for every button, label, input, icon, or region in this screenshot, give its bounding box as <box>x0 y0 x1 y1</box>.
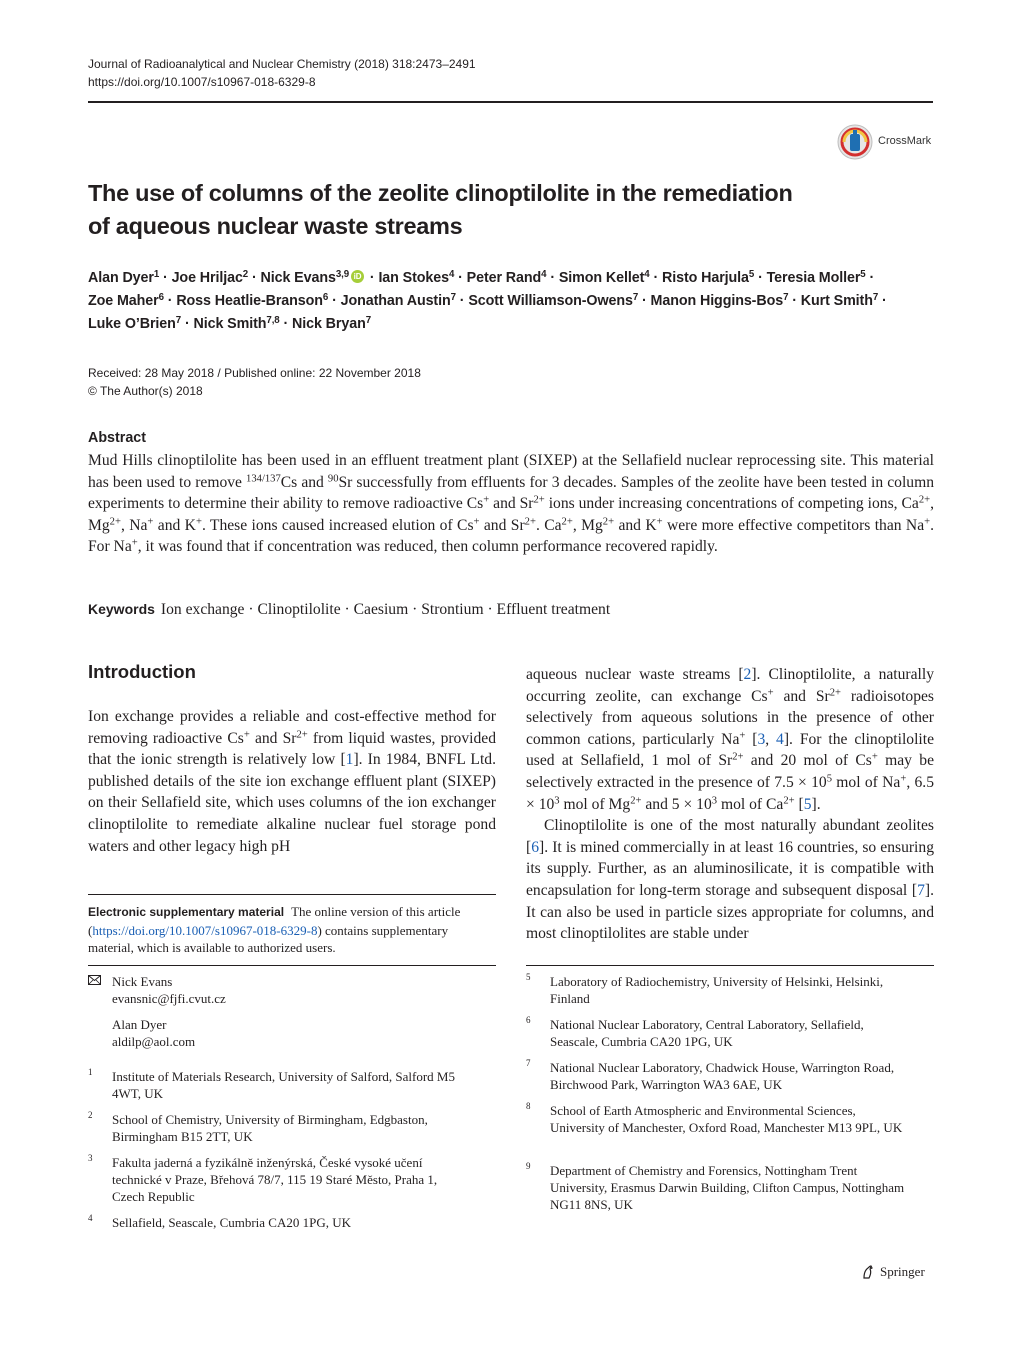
author-affiliation-marker: 7,8 <box>266 315 280 327</box>
author-affiliation-marker: 5 <box>748 269 755 281</box>
crossmark-badge[interactable] <box>837 124 937 162</box>
correspondent-name: Nick Evans <box>112 974 173 989</box>
abstract-heading: Abstract <box>88 430 146 446</box>
esm-doi-link[interactable]: https://doi.org/10.1007/s10967-018-6329-8 <box>92 922 318 938</box>
author-affiliation-marker: 4 <box>448 269 455 281</box>
keywords-text: Ion exchange · Clinoptilolite · Caesium · Strontium · Effluent treatment <box>160 601 611 618</box>
correspondent-email[interactable]: evansnic@fjfi.cvut.cz <box>112 991 226 1006</box>
author-name[interactable]: Ian Stokes <box>378 270 449 286</box>
author-name[interactable]: Peter Rand <box>466 270 542 286</box>
author-affiliation-marker: 7 <box>632 292 639 304</box>
author-affiliation-marker: 5 <box>860 269 866 281</box>
section-heading-introduction: Introduction <box>88 661 196 682</box>
affiliation-4: 4 Sellafield, Seascale, Cumbria CA20 1PG, UK <box>88 1213 352 1230</box>
springer-logo <box>860 1262 940 1282</box>
intro-left-column <box>88 706 496 857</box>
author-affiliation-marker: 7 <box>872 292 879 304</box>
author-affiliation-marker: 2 <box>242 269 249 281</box>
title-line-2: of aqueous nuclear waste streams <box>88 213 463 239</box>
author-name[interactable]: Joe Hriljac <box>171 270 243 286</box>
affiliation-7: 7 National Nuclear Laboratory, Chadwick House, Warrington Road, Birchwood Park, Warrington WA3 6AE, UK <box>526 1058 895 1092</box>
keywords <box>88 599 934 620</box>
affiliation-9: 9 Department of Chemistry and Forensics, Nottingham Trent University, Erasmus Darwin Building, Clifton Campus, Nottingham NG11 8NS, UK <box>526 1161 905 1212</box>
abstract-body: Mud Hills clinoptilolite has been used in an effluent treatment plant (SIXEP) at the Sellafield nuclear reprocessing site. This material has been used to remove $^{134/137}$Cs and $^{90}$Sr successfully from effluents for 3 decades. Samples of the zeolite have been tested in column experiments to determine their ability to remove radioactive Cs+ and $Sr^{2+}$ ions under increasing concentrations of competing ions, $Ca^{2+}$, $Mg^{2+}$, Na+ and K+. These ions caused increased elution of Cs+ and $Sr^{2+}$. $Ca^{2+}$, $Mg^{2+}$ and K+ were more effective competitors than Na+. For Na+, it was found that if concentration was reduced, then column performance recovered rapidly. <box>88 452 935 555</box>
footnote-divider <box>88 894 496 895</box>
springer-horse-icon <box>860 1264 876 1280</box>
title-line-1: The use of columns of the zeolite clinoptilolite in the remediation <box>88 180 793 206</box>
footnote-divider-right <box>526 965 934 966</box>
correspondent-1 <box>112 973 472 1007</box>
author-list: Alan Dyer$^1$ · Joe Hriljac$^2$ · Nick Evans$^{3,9}$ iD · Ian Stokes$^4$ · Peter Rand$^4$ · Simon Kellet$^4$ · Risto Harjula$^5$ · Teresia Moller$^5$ · Zoe Maher$^6$ · Ross Heatlie-Branson$^6$ · Jonathan Austin$^7$ · Scott Williamson-Owens$^7$ · Manon Higgins-Bos$^7$ · Kurt Smith$^7$ · Luke O’Brien$^7$ · Nick Smith$^{7,8}$ · Nick Bryan$^7$ <box>88 269 887 332</box>
ref-link-1[interactable]: 1 <box>345 751 354 769</box>
author-name[interactable]: Luke O’Brien <box>88 316 176 332</box>
ref-link-4[interactable]: 4 <box>776 730 784 748</box>
author-affiliation-marker: 3,9 <box>335 269 350 281</box>
article-title <box>88 177 848 243</box>
journal-header <box>88 55 476 91</box>
ref-link-2[interactable]: 2 <box>743 666 752 683</box>
author-affiliation-marker: 7 <box>175 315 182 327</box>
received-published: Received: 28 May 2018 / Published online: 22 November 2018 <box>88 366 421 380</box>
footnote-divider-left <box>88 965 496 966</box>
publisher-name: Springer <box>880 1264 925 1279</box>
correspondent-name: Alan Dyer <box>112 1017 167 1032</box>
author-affiliation-marker: 7 <box>365 315 372 327</box>
author-affiliation-marker: 7 <box>783 292 789 304</box>
author-affiliation-marker: 6 <box>322 292 329 304</box>
intro-paragraph-2: Clinoptilolite is one of the most naturally abundant zeolites [6]. It is mined commercially in at least 16 countries, so ensuring its supply. Further, as an aluminosilicate, it is compatible with encapsulation for long-term storage and subsequent disposal [7]. It can also be used in particle sizes appropriate for columns, and most clinoptilolites are stable under <box>526 817 934 943</box>
crossmark-label: CrossMark <box>878 135 932 147</box>
ref-link-7[interactable]: 7 <box>917 881 925 899</box>
author-name[interactable]: Nick Bryan <box>292 316 366 332</box>
header-divider <box>88 101 933 103</box>
keywords-label: Keywords <box>88 601 155 617</box>
orcid-icon[interactable]: iD <box>351 270 364 283</box>
correspondent-2 <box>112 1016 472 1050</box>
envelope-icon <box>88 975 101 985</box>
affiliation-8: 8 School of Earth Atmospheric and Environmental Sciences, University of Manchester, Oxford Road, Manchester M13 9PL, UK <box>526 1101 903 1135</box>
affiliation-6: 6 National Nuclear Laboratory, Central Laboratory, Sellafield, Seascale, Cumbria CA20 1PG, UK <box>526 1015 864 1049</box>
ref-link-6[interactable]: 6 <box>531 838 539 856</box>
affiliation-1: 1 Institute of Materials Research, University of Salford, Salford M5 4WT, UK <box>88 1067 455 1101</box>
affiliation-5: 5 Laboratory of Radiochemistry, University of Helsinki, Helsinki, Finland <box>526 972 884 1006</box>
author-name[interactable]: Alan Dyer <box>88 270 154 286</box>
author-affiliation-marker: 1 <box>153 269 160 281</box>
intro-paragraph-1: Ion exchange provides a reliable and cost-effective method for removing radioactive Cs+ and $Sr^{2+}$ from liquid wastes, provided that the ionic strength is relatively low [1]. In 1984, BNFL Ltd. published details of the site ion exchange effluent plant (SIXEP) on their Sellafield site, which uses columns of the ion exchanger clinoptilolite to remediate alkaline nuclear fuel storage pond waters and other legacy high pH <box>88 708 497 855</box>
supplementary-note: Electronic supplementary material The online version of this article (https://doi.org/10.1007/s10967-018-6329-8) contains supplementary material, which is available to authorized users. <box>88 904 461 955</box>
author-name[interactable]: Kurt Smith <box>800 293 873 309</box>
esm-label: Electronic supplementary material <box>88 905 285 919</box>
ref-link-5[interactable]: 5 <box>803 795 812 813</box>
affiliation-2: 2 School of Chemistry, University of Birmingham, Edgbaston, Birmingham B15 2TT, UK <box>88 1110 428 1144</box>
author-affiliation-marker: 7 <box>450 292 456 304</box>
ref-link-3[interactable]: 3 <box>757 730 766 748</box>
author-affiliation-marker: 4 <box>541 269 547 281</box>
author-affiliation-marker: 6 <box>158 292 164 304</box>
affiliation-3: 3 Fakulta jaderná a fyzikálně inženýrská, České vysoké učení technické v Praze, Břehová 78/7, 115 19 Staré Město, Praha 1, Czech Republic <box>88 1153 438 1204</box>
intro-paragraph-1-cont: aqueous nuclear waste streams [2]. Clinoptilolite, a naturally occurring zeolite, can exchange Cs+ and $Sr^{2+}$ radioisotopes selectively from aqueous solutions in the presence of other common cations, particularly Na+ [3, 4]. For the clinoptilolite used at Sellafield, 1 mol of $Sr^{2+}$ and 20 mol of Cs+ may be selectively extracted in the presence of $7.5 \times 10^5$ mol of Na+, $6.5 \times 10^3$ mol of $Mg^{2+}$ and $5 \times 10^3$ mol of $Ca^{2+}$ [5]. <box>526 666 935 813</box>
author-affiliation-marker: 4 <box>644 269 650 281</box>
correspondence-block <box>88 973 496 1063</box>
journal-citation: Journal of Radioanalytical and Nuclear Chemistry (2018) 318:2473–2491 <box>88 57 476 71</box>
intro-right-column <box>526 664 934 945</box>
author-name[interactable]: Risto Harjula <box>662 270 749 286</box>
copyright: © The Author(s) 2018 <box>88 384 203 398</box>
crossmark-icon <box>837 124 873 160</box>
author-name[interactable]: Ross Heatlie-Branson <box>176 293 323 309</box>
correspondent-email[interactable]: aldilp@aol.com <box>112 1034 196 1049</box>
doi-link[interactable]: https://doi.org/10.1007/s10967-018-6329-8 <box>88 75 316 89</box>
publication-dates <box>88 364 421 400</box>
author-name[interactable]: Scott Williamson-Owens <box>468 293 633 309</box>
author-name[interactable]: Nick Evans <box>260 270 336 286</box>
author-name[interactable]: Jonathan Austin <box>340 293 451 309</box>
author-name[interactable]: Manon Higgins-Bos <box>650 293 784 309</box>
author-name[interactable]: Teresia Moller <box>766 270 861 286</box>
author-name[interactable]: Nick Smith <box>193 316 267 332</box>
author-name[interactable]: Simon Kellet <box>558 270 645 286</box>
author-name[interactable]: Zoe Maher <box>88 293 159 309</box>
